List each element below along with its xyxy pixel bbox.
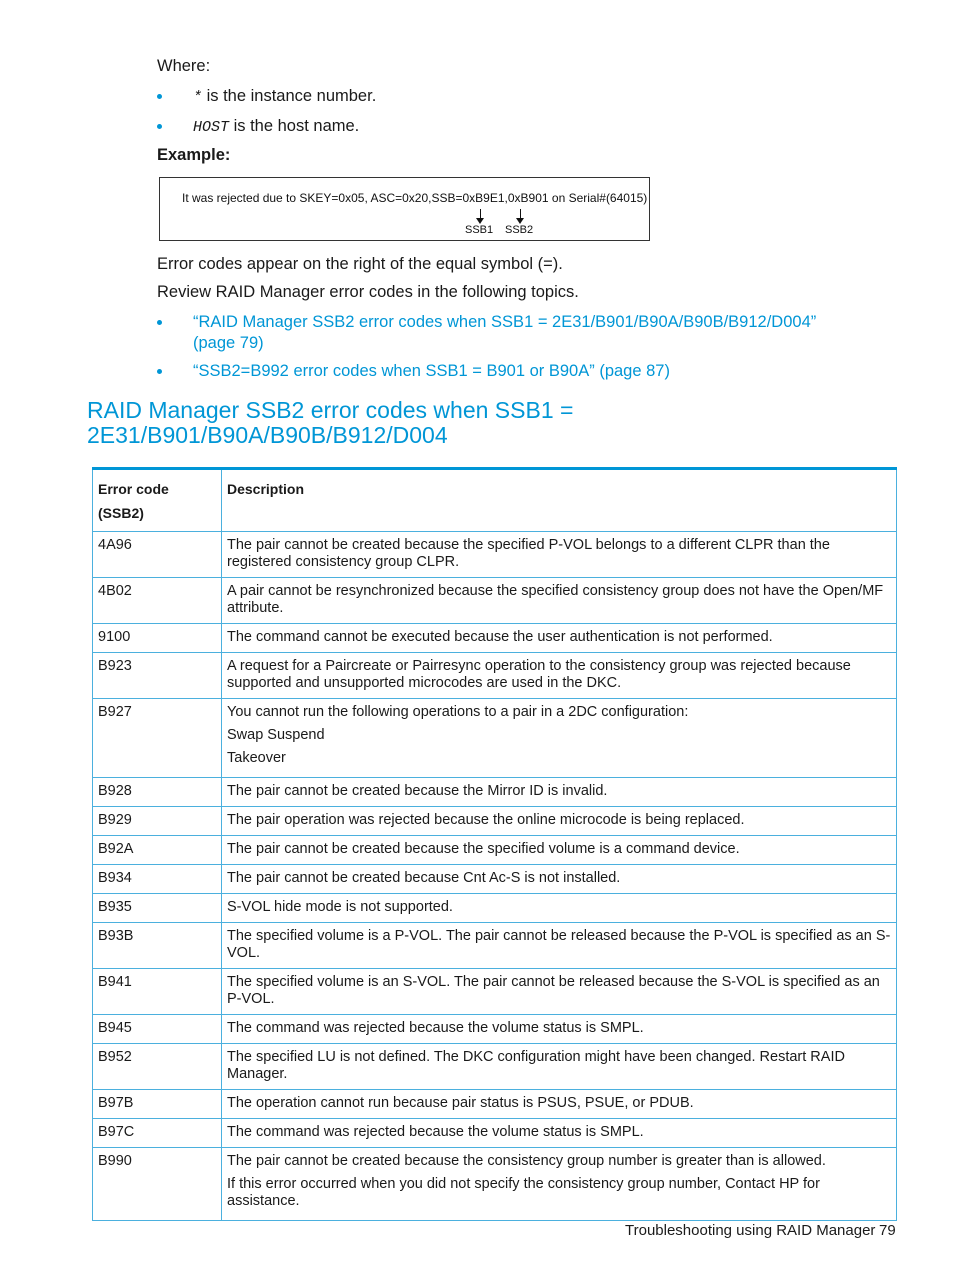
- description-cell: [222, 807, 897, 836]
- description-text: The pair cannot be created because the specified P-VOL belongs to a different CLPR than the registered consistency group CLPR.: [227, 537, 830, 570]
- description-text: The operation cannot run because pair status is PSUS, PSUE, or PDUB.: [227, 1095, 694, 1111]
- description-text: The command was rejected because the volume status is SMPL.: [227, 1020, 644, 1036]
- description-text: A request for a Paircreate or Pairresync operation to the consistency group was rejected because supported and unsupported microcodes are used in the DKC.: [227, 658, 851, 691]
- description-text: The pair operation was rejected because the online microcode is being replaced.: [227, 812, 745, 828]
- description-cell: [222, 653, 897, 699]
- table-row: [93, 836, 897, 865]
- bullet-icon: [157, 369, 162, 374]
- description-cell: [222, 578, 897, 624]
- description-cell: [222, 836, 897, 865]
- table-row: [93, 1015, 897, 1044]
- header-error-code-line1: Error code: [98, 481, 169, 497]
- header-error-code: [93, 469, 222, 532]
- description-cell: [222, 624, 897, 653]
- description-cell: [222, 969, 897, 1015]
- error-code-cell: B93B: [93, 923, 222, 969]
- error-code-cell: B923: [93, 653, 222, 699]
- table-row: [93, 624, 897, 653]
- description-text: The pair cannot be created because the specified volume is a command device.: [227, 841, 740, 857]
- description-cell: [222, 1015, 897, 1044]
- description-cell: [222, 699, 897, 778]
- table-row: [93, 1119, 897, 1148]
- description-text: The specified volume is an S-VOL. The pair cannot be released because the S-VOL is specified as an P-VOL.: [227, 974, 880, 1007]
- table-row: [93, 653, 897, 699]
- error-code-cell: 4A96: [93, 532, 222, 578]
- ssb1-label: SSB1: [465, 224, 494, 236]
- error-code-cell: B934: [93, 865, 222, 894]
- error-code-cell: 4B02: [93, 578, 222, 624]
- error-code-cell: B941: [93, 969, 222, 1015]
- header-description: Description: [222, 469, 897, 532]
- error-code-cell: B97B: [93, 1090, 222, 1119]
- table-row: [93, 1044, 897, 1090]
- link-ssb2-b992[interactable]: “SSB2=B992 error codes when SSB1 = B901 or B90A” (page 87): [193, 362, 670, 380]
- bullet-icon: [157, 124, 162, 129]
- header-error-code-line2: (SSB2): [98, 505, 144, 521]
- bullet-icon: [157, 320, 162, 325]
- error-code-cell: B927: [93, 699, 222, 778]
- error-code-cell: B935: [93, 894, 222, 923]
- link-ssb1-2e31[interactable]: “RAID Manager SSB2 error codes when SSB1 = 2E31/B901/B90A/B90B/B912/D004”: [193, 313, 817, 331]
- description-text: S-VOL hide mode is not supported.: [227, 899, 453, 915]
- description-cell: [222, 532, 897, 578]
- table-row: [93, 1148, 897, 1221]
- table-row: [93, 894, 897, 923]
- description-cell: [222, 778, 897, 807]
- description-cell: [222, 894, 897, 923]
- table-row: [93, 699, 897, 778]
- description-text: Takeover: [227, 750, 286, 766]
- description-text: The command was rejected because the volume status is SMPL.: [227, 1124, 644, 1140]
- link-ssb1-2e31-page[interactable]: (page 79): [193, 334, 264, 352]
- error-code-cell: 9100: [93, 624, 222, 653]
- error-code-cell: B97C: [93, 1119, 222, 1148]
- table-row: [93, 865, 897, 894]
- example-message: It was rejected due to SKEY=0x05, ASC=0x20,SSB=0xB9E1,0xB901 on Serial#(64015): [182, 191, 648, 205]
- description-text: Swap Suspend: [227, 727, 325, 743]
- description-text: The pair cannot be created because the consistency group number is greater than is allowed.: [227, 1153, 826, 1169]
- description-text: The command cannot be executed because the user authentication is not performed.: [227, 629, 773, 645]
- description-cell: [222, 1044, 897, 1090]
- description-cell: [222, 1090, 897, 1119]
- error-code-cell: B945: [93, 1015, 222, 1044]
- description-text: You cannot run the following operations to a pair in a 2DC configuration:: [227, 704, 689, 720]
- table-row: [93, 578, 897, 624]
- description-text: The pair cannot be created because the Mirror ID is invalid.: [227, 783, 608, 799]
- error-code-cell: B952: [93, 1044, 222, 1090]
- description-cell: [222, 1119, 897, 1148]
- error-code-cell: B929: [93, 807, 222, 836]
- paragraph-equal-symbol: Error codes appear on the right of the equal symbol (=).: [157, 255, 563, 273]
- bullet-text: is the instance number.: [202, 87, 377, 105]
- table-header-row: [93, 469, 897, 532]
- error-code-table: [92, 467, 897, 1221]
- error-code-cell: B92A: [93, 836, 222, 865]
- footer-section-title: Troubleshooting using RAID Manager: [625, 1222, 876, 1239]
- host-code: HOST: [193, 119, 230, 136]
- table-row: [93, 969, 897, 1015]
- footer-page-number: 79: [879, 1222, 896, 1239]
- table-row: [93, 923, 897, 969]
- bullet-icon: [157, 94, 162, 99]
- error-code-cell: B990: [93, 1148, 222, 1221]
- description-text: If this error occurred when you did not specify the consistency group number, Contact HP for assistance.: [227, 1176, 820, 1209]
- table-body: [93, 532, 897, 1221]
- table-row: [93, 807, 897, 836]
- table-row: [93, 1090, 897, 1119]
- ssb2-label: SSB2: [505, 224, 534, 236]
- description-text: The specified LU is not defined. The DKC configuration might have been changed. Restart RAID Manager.: [227, 1049, 845, 1082]
- description-text: The specified volume is a P-VOL. The pair cannot be released because the P-VOL is specified as an S-VOL.: [227, 928, 891, 961]
- instance-code: *: [193, 89, 203, 106]
- example-label: Example:: [157, 146, 231, 164]
- description-cell: [222, 1148, 897, 1221]
- description-text: The pair cannot be created because Cnt Ac-S is not installed.: [227, 870, 621, 886]
- description-text: A pair cannot be resynchronized because the specified consistency group does not have the Open/MF attribute.: [227, 583, 884, 616]
- table-row: [93, 532, 897, 578]
- error-code-cell: B928: [93, 778, 222, 807]
- section-heading-line2: 2E31/B901/B90A/B90B/B912/D004: [87, 422, 448, 448]
- bullet-text: is the host name.: [229, 117, 360, 135]
- description-cell: [222, 865, 897, 894]
- paragraph-review: Review RAID Manager error codes in the following topics.: [157, 283, 579, 301]
- table-row: [93, 778, 897, 807]
- section-heading: [87, 398, 907, 448]
- description-cell: [222, 923, 897, 969]
- where-label: Where:: [157, 57, 211, 75]
- section-heading-line1: RAID Manager SSB2 error codes when SSB1 =: [87, 397, 574, 423]
- example-figure: [159, 177, 650, 241]
